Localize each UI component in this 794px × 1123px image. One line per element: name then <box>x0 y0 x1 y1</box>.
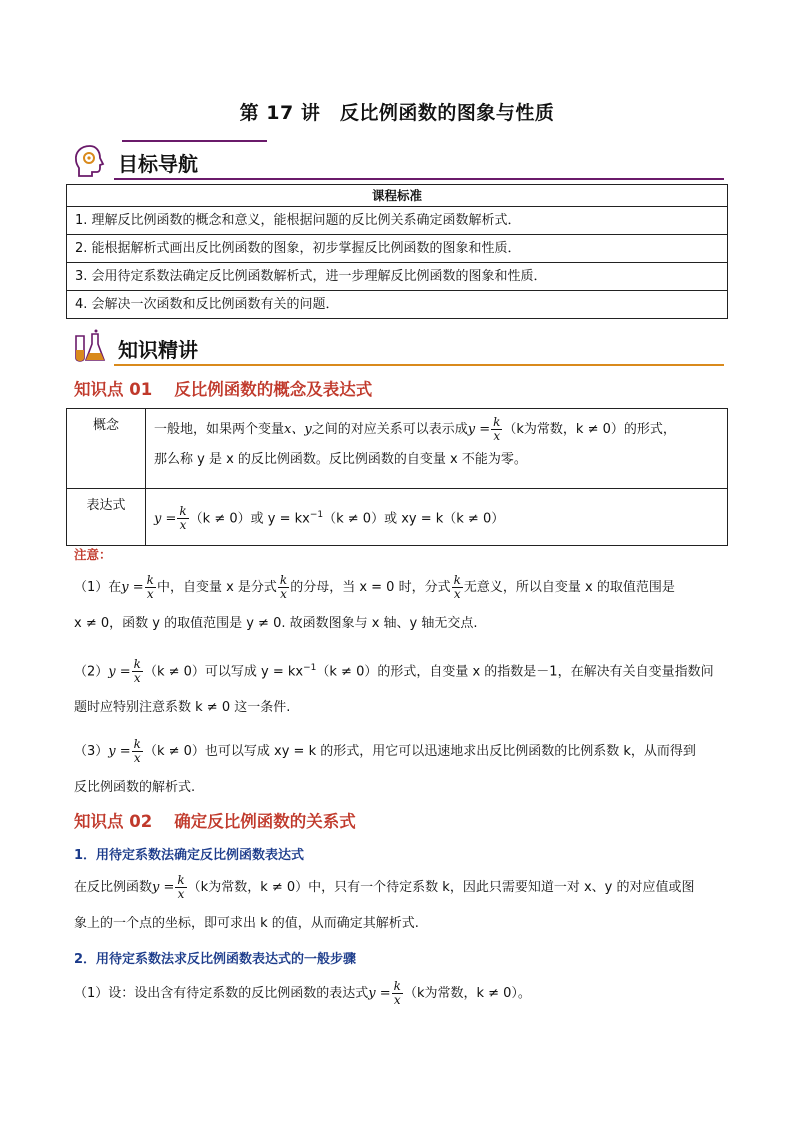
table-row: 2. 能根据解析式画出反比例函数的图象，初步掌握反比例函数的图象和性质． <box>67 235 728 263</box>
note-label: 注意： <box>74 547 112 562</box>
table-row: 4. 会解决一次函数和反比例函数有关的问题． <box>67 291 728 319</box>
section-header-knowledge <box>70 326 724 366</box>
subheading: 2．用待定系数法求反比例函数表达式的一般步骤 <box>74 952 357 967</box>
table-header: 课程标准 <box>67 185 728 207</box>
knowledge-point-heading: 知识点 02 确定反比例函数的关系式 <box>74 812 356 831</box>
concept-content: 一般地，如果两个变量x、y之间的对应关系可以表示成y = $\frac{k}{x}$ （k为常数，k ≠ 0）的形式， 那么称 y 是 x 的反比例函数。反比例函数的自变量 x 不能为零。 <box>146 409 728 489</box>
concept-label: 概念 <box>67 409 146 489</box>
course-standard-table <box>66 184 728 319</box>
table-row: 1. 理解反比例函数的概念和意义，能根据问题的反比例关系确定函数解析式． <box>67 207 728 235</box>
section-title: 知识精讲 <box>118 338 198 362</box>
paragraph: 在反比例函数y = $\frac{k}{x}$ （k为常数，k ≠ 0）中，只有一个待定系数 k，因此只需要知道一对 x、y 的对应值或图 象上的一个点的坐标，即可求出 k 的值，从而确定其解析式. <box>74 873 695 931</box>
page-title: 第 17 讲 反比例函数的图象与性质 <box>239 102 555 124</box>
subheading: 1．用待定系数法确定反比例函数表达式 <box>74 848 305 863</box>
head-gear-icon <box>70 142 110 180</box>
section-title: 目标导航 <box>118 152 198 176</box>
concept-table <box>66 408 728 546</box>
expression-content: y = $\frac{k}{x}$ （k ≠ 0）或 $y = kx^{-1}(k \ne 0)$或 xy = k（k ≠ 0） <box>146 489 728 546</box>
note-paragraphs: （1）在y = $\frac{k}{x}$ 中，自变量 x 是分式 $\frac{k}{x}$ 的分母，当 x = 0 时，分式 $\frac{k}{x}$ 无意义，所以自变量 x 的取值范围是 x ≠ 0，函数 y 的取值范围是 y ≠ 0. 故函数图象与 x 轴、y 轴无交点. （2）y = $\frac{k}{x}$ （k ≠ 0）可以写成 $y = kx^{-1}(k \ne 0)$的形式，自变量 x 的指数是－1，在解决有关自变量指数问 题时应特别注意系数 k ≠ 0 这一条件. （3）y = $\frac{k}{x}$ （k ≠ 0）也可以写成 xy = k 的形式，用它可以迅速地求出反比例函数的比例系数 k，从而得到 反比例函数的解析式. <box>74 573 714 796</box>
expression-label: 表达式 <box>67 489 146 546</box>
knowledge-point-heading: 知识点 01 反比例函数的概念及表达式 <box>74 380 373 399</box>
paragraph: （1）设：设出含有待定系数的反比例函数的表达式y = $\frac{k}{x}$ （k为常数，k ≠ 0）。 <box>74 979 531 1007</box>
table-row: 3. 会用待定系数法确定反比例函数解析式，进一步理解反比例函数的图象和性质． <box>67 263 728 291</box>
section-header-goals <box>70 140 724 180</box>
flask-icon <box>70 328 110 366</box>
